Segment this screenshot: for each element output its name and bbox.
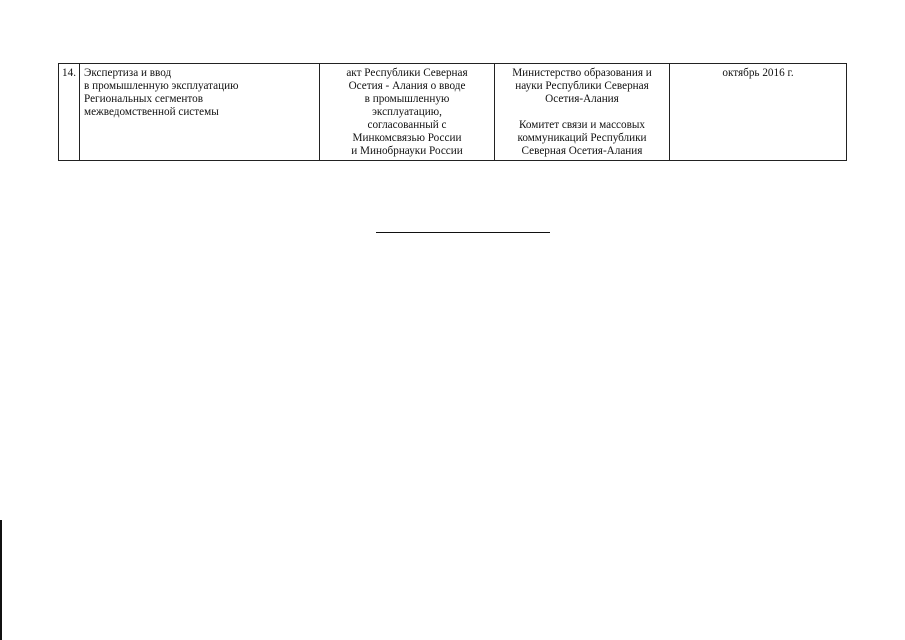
executor-spacer: [499, 106, 665, 119]
measure-name-line: межведомственной системы: [84, 106, 219, 118]
executor-line: Северная Осетия-Алания: [521, 145, 643, 157]
result-document-cell: [320, 64, 495, 161]
result-document-line: согласованный с: [367, 119, 447, 131]
result-document-line: в промышленную: [364, 93, 450, 105]
result-document-line: Минкомсвязью России: [352, 132, 462, 144]
executor-line: науки Республики Северная: [515, 80, 649, 92]
measure-name-line: в промышленную эксплуатацию: [84, 80, 239, 92]
measure-name-cell: [80, 64, 320, 161]
executor-line: Комитет связи и массовых: [518, 119, 645, 131]
row-number-cell: [59, 64, 80, 161]
table-row: [59, 64, 847, 161]
deadline-text: октябрь 2016 г.: [722, 67, 794, 79]
deadline-cell: [670, 64, 847, 161]
result-document-line: Осетия - Алания о вводе: [348, 80, 466, 92]
executor-line: коммуникаций Республики: [517, 132, 647, 144]
executors-cell: [495, 64, 670, 161]
result-document-line: и Минобрнауки России: [351, 145, 463, 157]
scan-edge-mark: [0, 520, 2, 640]
measure-name-line: Экспертиза и ввод: [84, 67, 172, 79]
plan-table: [58, 63, 847, 161]
measure-name-line: Региональных сегментов: [84, 93, 203, 105]
end-of-document-rule: [376, 232, 550, 233]
result-document-line: акт Республики Северная: [346, 67, 468, 79]
executor-line: Министерство образования и: [512, 67, 652, 79]
result-document-line: эксплуатацию,: [372, 106, 442, 118]
executor-line: Осетия-Алания: [545, 93, 619, 105]
row-number: 14.: [62, 67, 76, 79]
